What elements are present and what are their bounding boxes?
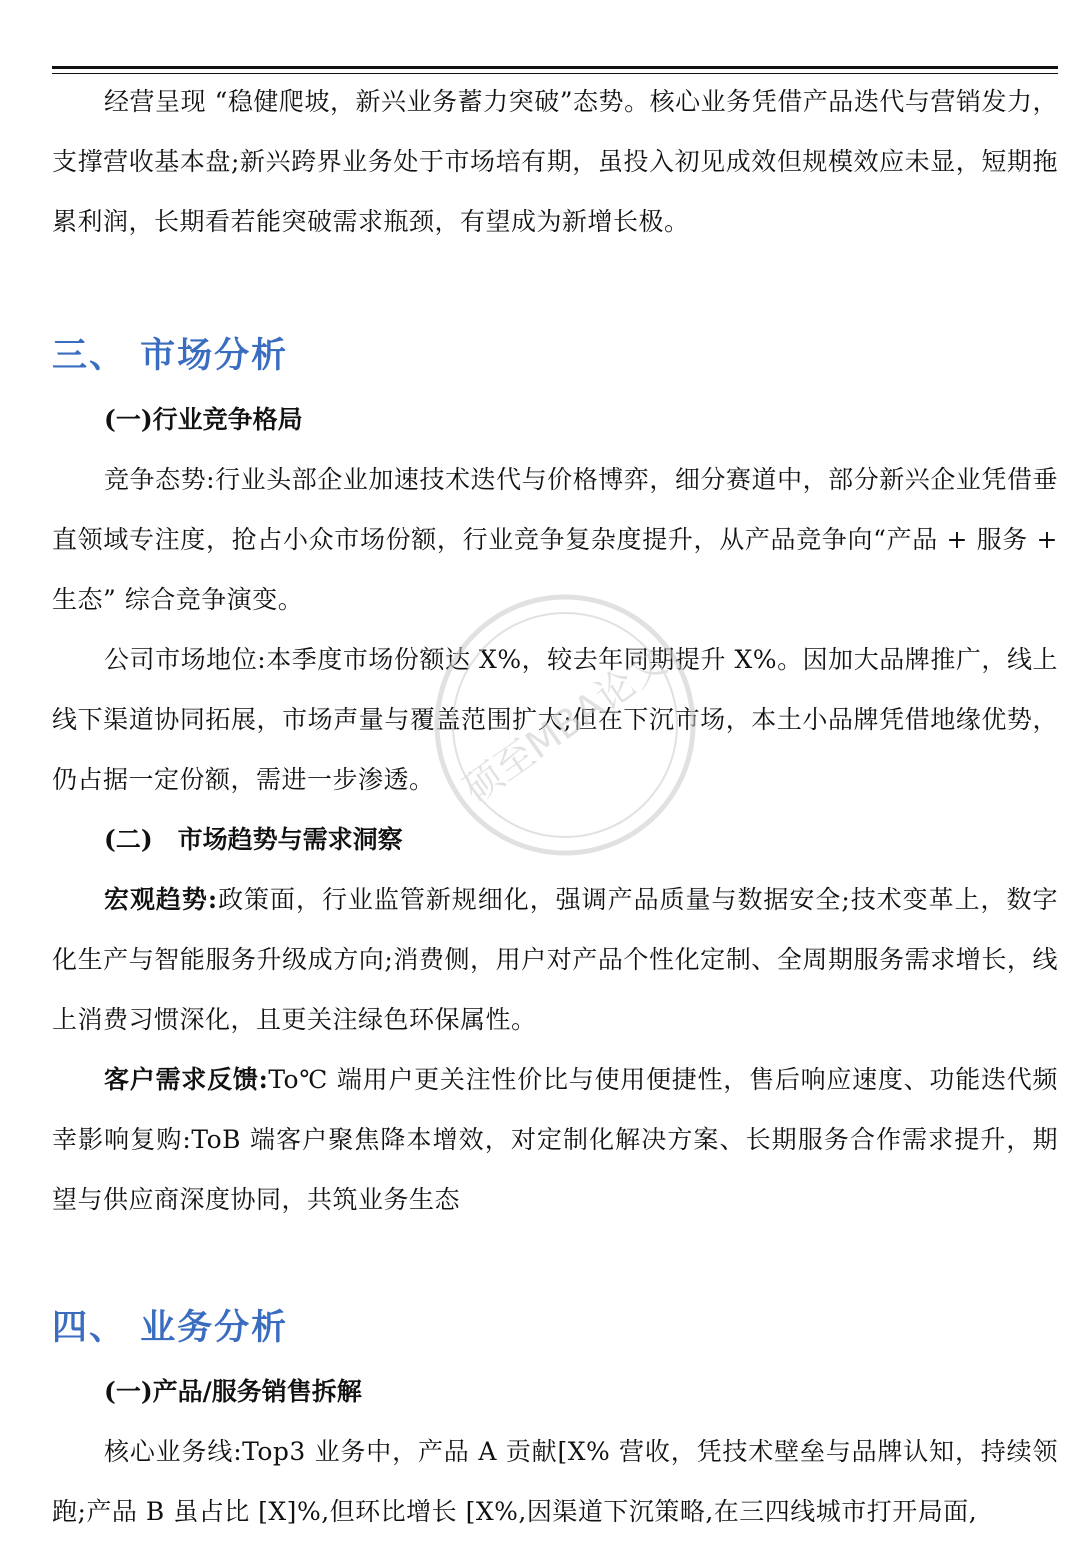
macro-trend-lead: 宏观趋势: <box>104 885 218 914</box>
section-3-2-para-2 <box>52 1050 1058 1230</box>
section-4-title: 四、 业务分析 <box>52 1307 289 1348</box>
section-3-2-title: (二) 市场趋势与需求洞察 <box>104 825 403 854</box>
intro-paragraph: 经营呈现 “稳健爬坡，新兴业务蓄力突破”态势。核心业务凭借产品迭代与营销发力，支撑营收基本盘;新兴跨界业务处于市场培有期，虽投入初见成效但规模效应未显，短期拖累利润，长期看若能突破需求瓶颈，有望成为新增长极。 <box>52 87 1058 236</box>
watermark-text: 硕至MBA论文 <box>455 639 675 811</box>
customer-feedback-body: To℃ 端用户更关注性价比与使用便捷性，售后响应速度、功能迭代频幸影响复购:ToB 端客户聚焦降本增效，对定制化解决方案、长期服务合作需求提升，期望与供应商深度协同，共筑业务生态 <box>52 1065 1058 1214</box>
section-3-title: 三、 市场分析 <box>52 335 289 376</box>
document-body <box>52 72 1058 1542</box>
section-4-1-para-1: 核心业务线:Top3 业务中，产品 A 贡献[X% 营收，凭技术壁垒与品牌认知，持续领跑;产品 B 虽占比 [X]%,但环比增长 [X%,因渠道下沉策略,在三四线城市打开局面, <box>52 1437 1058 1526</box>
section-3-1-para-2: 公司市场地位:本季度市场份额达 X%，较去年同期提升 X%。因加大品牌推广，线上线下渠道协同拓展，市场声量与覆盖范围扩大;但在下沉市场，本土小品牌凭借地缘优势，仍占据一定份额，需进一步渗透。 <box>52 645 1058 794</box>
customer-feedback-lead: 客户需求反馈: <box>104 1065 269 1094</box>
section-3-2-para-1 <box>52 870 1058 1050</box>
section-3-1-title: (一)行业竞争格局 <box>104 405 303 434</box>
macro-trend-body: 政策面，行业监管新规细化，强调产品质量与数据安全;技术变革上，数字化生产与智能服务升级成方向;消费侧，用户对产品个性化定制、全周期服务需求增长，线上消费习惯深化，且更关注绿色环保属性。 <box>52 885 1058 1034</box>
header-rule-thick <box>52 66 1058 69</box>
section-4-1-title: (一)产品/服务销售拆解 <box>104 1377 362 1406</box>
section-3-1-para-1: 竞争态势:行业头部企业加速技术迭代与价格博弈，细分赛道中，部分新兴企业凭借垂直领域专注度，抢占小众市场份额，行业竞争复杂度提升，从产品竞争向“产品 + 服务 + 生态” 综合竞争演变。 <box>52 465 1058 614</box>
